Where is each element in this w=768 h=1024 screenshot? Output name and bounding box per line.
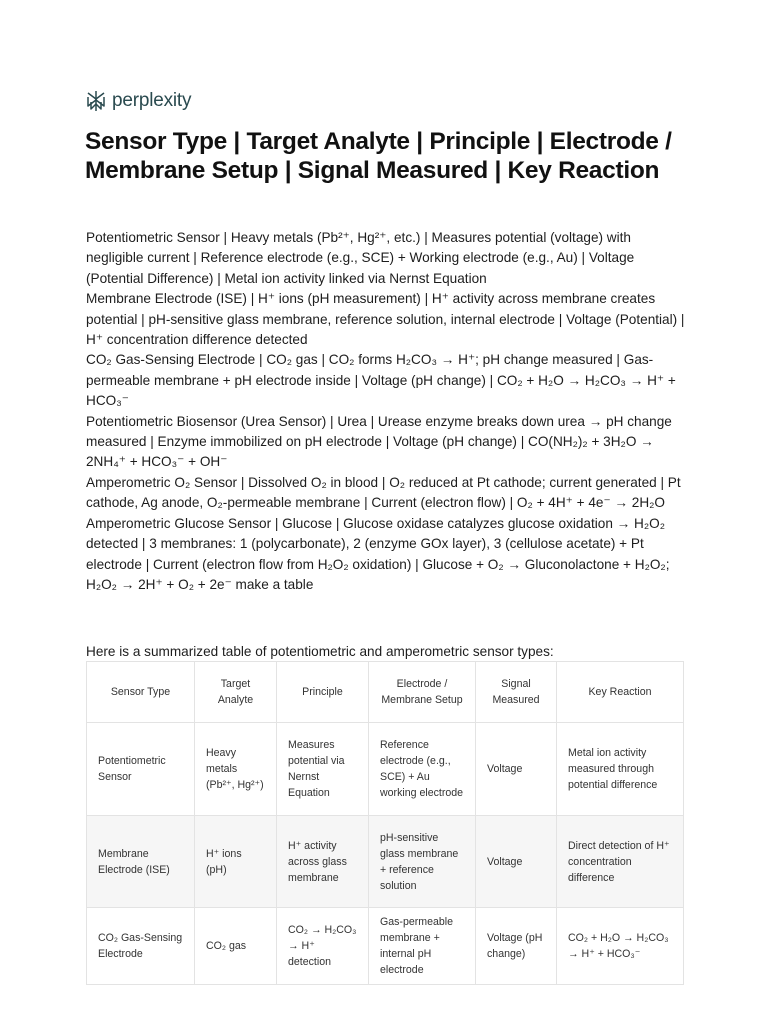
- table-cell: H⁺ ions (pH): [195, 816, 277, 908]
- table-cell: Voltage: [476, 816, 557, 908]
- table-cell: Gas-permeable membrane + internal pH electrode: [369, 908, 476, 985]
- column-header: Principle: [277, 662, 369, 723]
- brand-name: perplexity: [112, 90, 192, 111]
- table-row: [87, 908, 684, 985]
- answer-intro: Here is a summarized table of potentiometric and amperometric sensor types:: [86, 643, 554, 659]
- page-title: Sensor Type | Target Analyte | Principle | Electrode / Membrane Setup | Signal Measured | Key Reaction: [85, 128, 672, 184]
- sensor-table: [86, 661, 684, 985]
- column-header: Signal Measured: [476, 662, 557, 723]
- table-cell: Membrane Electrode (ISE): [87, 816, 195, 908]
- table-row: [87, 723, 684, 816]
- table-row: [87, 816, 684, 908]
- table-cell: CO₂ Gas-Sensing Electrode: [87, 908, 195, 985]
- table-cell: Voltage: [476, 723, 557, 816]
- query-line: Potentiometric Sensor | Heavy metals (Pb²⁺, Hg²⁺, etc.) | Measures potential (voltage) with negligible current | Reference electrode (e.g., SCE) + Working electrode (e.g., Au) | Voltage (Potential Difference) | Metal ion activity linked via Nernst Equation: [86, 230, 635, 286]
- query-line: Potentiometric Biosensor (Urea Sensor) | Urea | Urease enzyme breaks down urea → pH change measured | Enzyme immobilized on pH electrode | Voltage (pH change) | CO(NH₂)₂ + 3H₂O → 2NH₄⁺ + HCO₃⁻ + OH⁻: [86, 413, 672, 470]
- table-cell: Measures potential via Nernst Equation: [277, 723, 369, 816]
- perplexity-logo-icon: [86, 90, 106, 112]
- query-text: [86, 228, 686, 595]
- query-line: Amperometric Glucose Sensor | Glucose | Glucose oxidase catalyzes glucose oxidation → H₂O₂ detected | 3 membranes: 1 (polycarbonate), 2 (enzyme GOx layer), 3 (cellulose acetate) + Pt electrode | Current (electron flow from H₂O₂ oxidation) | Glucose + O₂ → Gluconolactone + H₂O₂; H₂O₂ → 2H⁺ + O₂ + 2e⁻ make a table: [86, 515, 670, 592]
- table-cell: Direct detection of H⁺ concentration difference: [557, 816, 684, 908]
- query-line: Membrane Electrode (ISE) | H⁺ ions (pH measurement) | H⁺ activity across membrane creates potential | pH-sensitive glass membrane, reference solution, internal electrode | Voltage (Potential) | H⁺ concentration difference detected: [86, 291, 685, 348]
- table-header-row: [87, 662, 684, 723]
- table-cell: Reference electrode (e.g., SCE) + Au working electrode: [369, 723, 476, 816]
- query-line: CO₂ Gas-Sensing Electrode | CO₂ gas | CO₂ forms H₂CO₃ → H⁺; pH change measured | Gas-permeable membrane + pH electrode inside | Voltage (pH change) | CO₂ + H₂O → H₂CO₃ → H⁺ + HCO₃⁻: [86, 352, 676, 409]
- query-line: Amperometric O₂ Sensor | Dissolved O₂ in blood | O₂ reduced at Pt cathode; current generated | Pt cathode, Ag anode, O₂-permeable membrane | Current (electron flow) | O₂ + 4H⁺ + 4e⁻ → 2H₂O: [86, 474, 681, 511]
- table-cell: Voltage (pH change): [476, 908, 557, 985]
- table-cell: H⁺ activity across glass membrane: [277, 816, 369, 908]
- table-cell: CO₂ → H₂CO₃ → H⁺ detection: [277, 908, 369, 985]
- table-cell: CO₂ gas: [195, 908, 277, 985]
- table-cell: Metal ion activity measured through potential difference: [557, 723, 684, 816]
- column-header: Sensor Type: [87, 662, 195, 723]
- perplexity-logo[interactable]: [86, 90, 191, 112]
- table-cell: CO₂ + H₂O → H₂CO₃ → H⁺ + HCO₃⁻: [557, 908, 684, 985]
- table-cell: Potentiometric Sensor: [87, 723, 195, 816]
- table-cell: pH-sensitive glass membrane + reference solution: [369, 816, 476, 908]
- column-header: Electrode / Membrane Setup: [369, 662, 476, 723]
- column-header: Target Analyte: [195, 662, 277, 723]
- column-header: Key Reaction: [557, 662, 684, 723]
- table-cell: Heavy metals (Pb²⁺, Hg²⁺): [195, 723, 277, 816]
